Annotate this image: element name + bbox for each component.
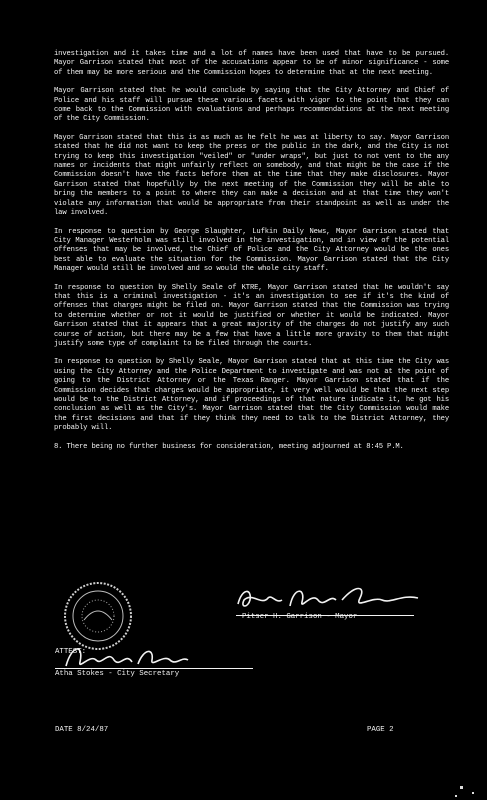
footer-date: DATE 8/24/87	[55, 726, 109, 734]
mayor-name: Pitser H. Garrison - Mayor	[242, 613, 358, 621]
scan-speck	[472, 792, 474, 794]
paragraph-question-seale-1: In response to question by Shelly Seale of KTRE, Mayor Garrison stated that he wouldn't say that this is a criminal investigation - it's an investigation to see if it's the kind of offenses that charges might be filed on. Mayor Garrison stated that the Commission was trying to determine whether or not it would be justified or whether it would be indicated. Mayor Garrison stated that it appears that a great majority of the charges do not justify any such course of action, but there may be a few that have a little more gravity to them that might justify some type of complaint to be filed through the courts.	[54, 283, 449, 348]
mayor-signature-icon	[232, 582, 422, 616]
secretary-name: Atha Stokes - City Secretary	[55, 670, 180, 678]
paragraph-question-seale-2: In response to question by Shelly Seale, Mayor Garrison stated that at this time the City was using the City Attorney and the Police Department to investigate and was not at the point of going to the District Attorney or the Texas Ranger. Mayor Garrison stated that if the Commission decides that charges would be appropriate, it very well would be that the next step would be to the District Attorney, and if proceedings of that nature indicate it, he got his conclusion as well as the City's. Mayor Garrison stated that the City Commission would make the first decisions and that if they think they need to talk to the District Attorney, they probably will.	[54, 358, 449, 433]
mayor-signature-line	[236, 615, 414, 616]
secretary-signature-line	[55, 668, 253, 669]
paragraph-investigation: investigation and it takes time and a lot of names have been used that have to be pursued. Mayor Garrison stated that most of the accusations appear to be of minor significance - some of them may be more serious and the Commission hopes to determine that at the next meeting.	[54, 50, 449, 77]
attest-label: ATTEST:	[55, 648, 87, 656]
paragraph-question-slaughter: In response to question by George Slaughter, Lufkin Daily News, Mayor Garrison stated that City Manager Westerholm was still involved in the investigation, and in view of the potential offenses that may be involved, the Chief of Police and the City Attorney would be the ones best able to evaluate the situation for the Commission. Mayor Garrison stated that the City Manager would still be involved and so would the whole city staff.	[54, 227, 449, 274]
scan-speck	[460, 786, 463, 789]
paragraph-liberty: Mayor Garrison stated that this is as much as he felt he was at liberty to say. Mayor Garrison stated that he did not want to keep the press or the public in the dark, and the City is not trying to keep this investigation "veiled" or "under wraps", but just to not vent to the any names or incidents that might unfairly reflect on somebody, and that might be the case if the Commission doesn't have the facts before them at the time that they make disclosures. Mayor Garrison stated that hopefully by the next meeting of the Commission they will be able to bring the members to a point to where they can make a decision and at that time they won't violate any information that would be appropriate from their standpoint as well as under the law involved.	[54, 133, 449, 218]
footer-page-number: PAGE 2	[367, 726, 394, 734]
paragraph-conclusion: Mayor Garrison stated that he would conclude by saying that the City Attorney and Chief of Police and his staff will pursue these various facets with vigor to the point that they can come back to the Commission with evaluations and perhaps recommendations at the next meeting of the City Commission.	[54, 87, 449, 124]
city-seal-icon	[62, 580, 134, 652]
minutes-page	[54, 50, 449, 461]
scan-speck	[455, 795, 457, 797]
adjournment-paragraph: 8. There being no further business for consideration, meeting adjourned at 8:45 P.M.	[54, 442, 404, 451]
secretary-signature-icon	[60, 640, 190, 674]
